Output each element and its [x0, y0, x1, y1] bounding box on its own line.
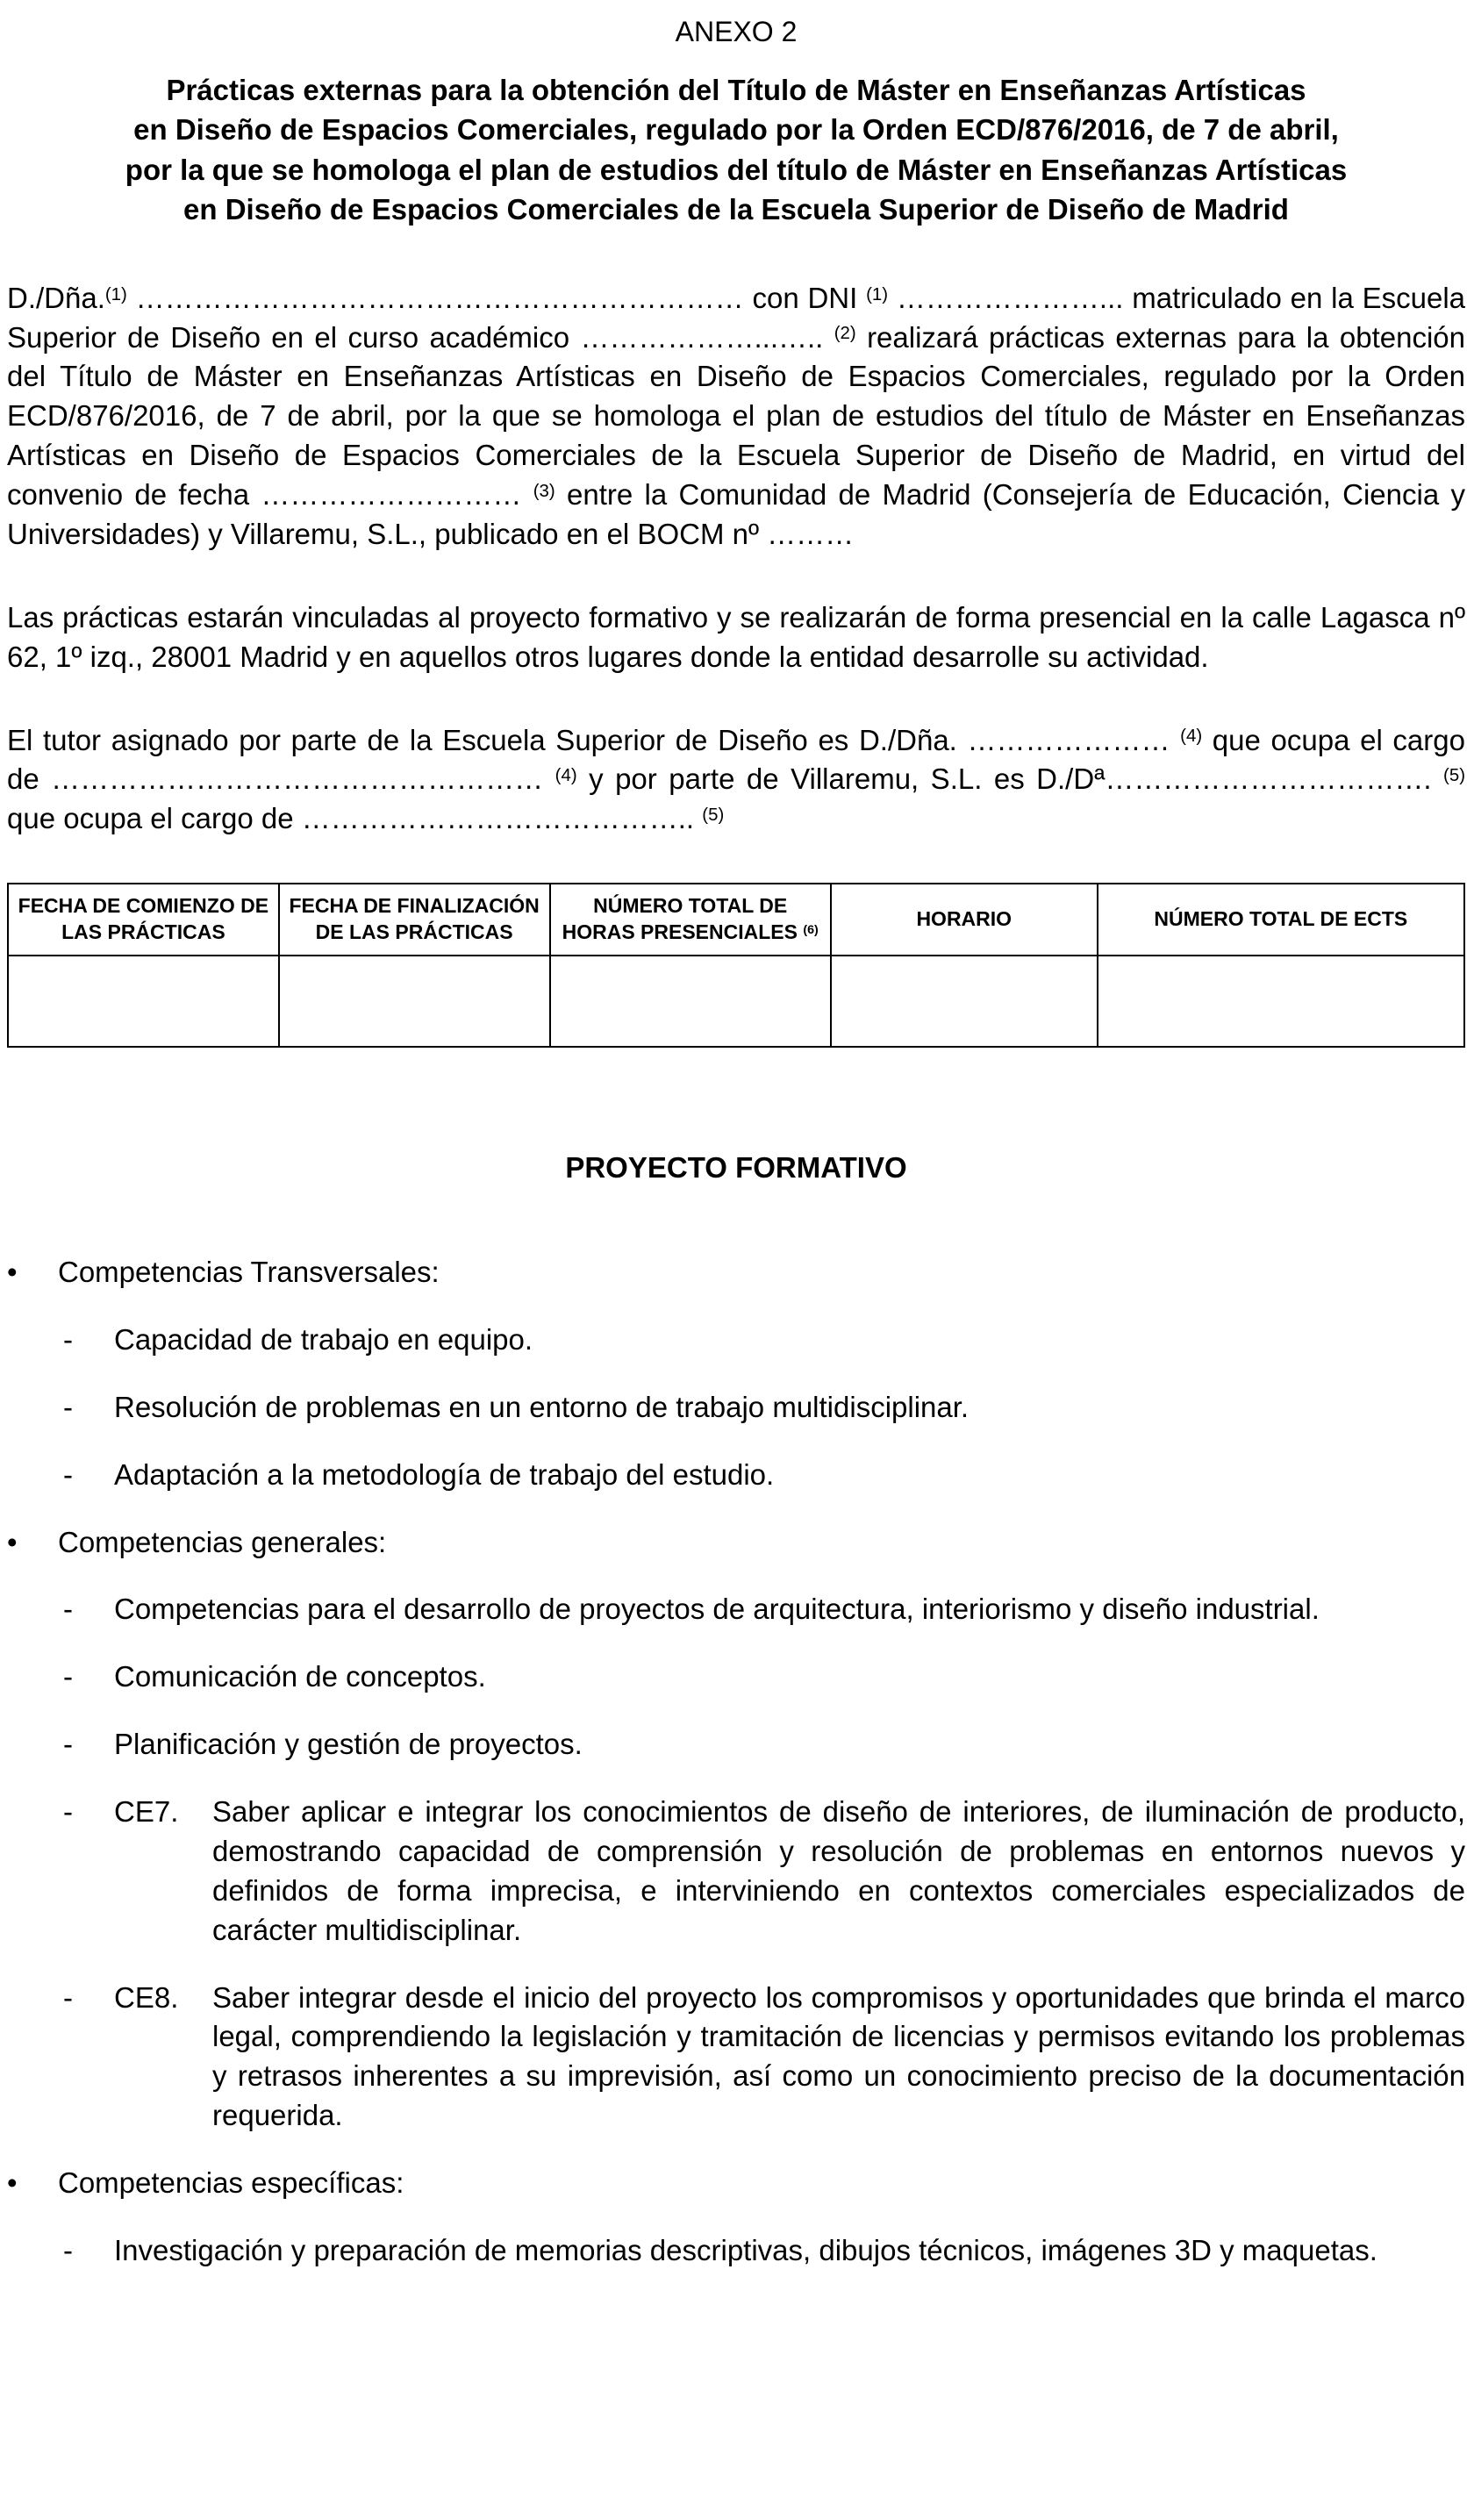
column-header-ects: NÚMERO TOTAL DE ECTS	[1098, 884, 1464, 956]
list-item-text: Planificación y gestión de proyectos.	[114, 1728, 583, 1761]
list-group-especificas	[7, 2164, 1465, 2203]
practices-table	[7, 883, 1465, 1048]
document-title-line: Prácticas externas para la obtención del Título de Máster en Enseñanzas Artísticas	[166, 73, 1306, 106]
empty-cell-ects	[1098, 956, 1464, 1047]
list-item-text: Saber integrar desde el inicio del proyecto los compromisos y oportunidades que brinda el marco legal, comprendiendo la legislación y tramitación de licencias y permisos evitando los problemas y retrasos inherentes a su imprevisión, así como un conocimiento preciso de la documentación requerida.	[212, 1980, 1465, 2132]
document-title	[7, 70, 1465, 230]
list-item	[63, 1725, 1465, 1765]
list-item	[63, 2231, 1465, 2271]
dash-marker: -	[63, 1660, 73, 1693]
empty-cell-horas-presenciales	[550, 956, 831, 1047]
dash-marker: -	[63, 1322, 73, 1356]
dash-marker: -	[63, 1390, 73, 1423]
list-item-text: Investigación y preparación de memorias descriptivas, dibujos técnicos, imágenes 3D y maquetas.	[114, 2233, 1377, 2266]
dash-marker: -	[63, 1457, 73, 1491]
list-item	[63, 1321, 1465, 1360]
list-item	[63, 1590, 1465, 1629]
dash-marker: -	[63, 1593, 73, 1626]
bullet-marker: •	[7, 2166, 18, 2199]
column-header-horas-presenciales: NÚMERO TOTAL DE HORAS PRESENCIALES $^{(6)}$	[550, 884, 831, 956]
section-title-proyecto-formativo: PROYECTO FORMATIVO	[565, 1151, 907, 1184]
list-item	[63, 1388, 1465, 1428]
document-title-line: en Diseño de Espacios Comerciales de la Escuela Superior de Diseño de Madrid	[183, 193, 1289, 226]
bullet-marker: •	[7, 1256, 18, 1288]
list-item-text: Adaptación a la metodología de trabajo del estudio.	[114, 1457, 775, 1491]
list-group-label: Competencias Transversales:	[58, 1256, 440, 1288]
column-header-horario: HORARIO	[831, 884, 1098, 956]
list-group-label: Competencias específicas:	[58, 2166, 404, 2199]
bullet-marker: •	[7, 1525, 18, 1558]
annex-label: ANEXO 2	[675, 16, 798, 47]
list-group-label: Competencias generales:	[58, 1525, 387, 1558]
list-item-ce7	[63, 1793, 1465, 1951]
table-empty-row	[8, 956, 1464, 1047]
column-header-fecha-comienzo: FECHA DE COMIENZO DE LAS PRÁCTICAS	[8, 884, 279, 956]
document-title-line: en Diseño de Espacios Comerciales, regulado por la Orden ECD/876/2016, de 7 de abril,	[133, 113, 1339, 147]
document-title-line: por la que se homologa el plan de estudios del título de Máster en Enseñanzas Artísticas	[125, 153, 1348, 186]
list-item	[63, 1657, 1465, 1697]
dash-marker: -	[63, 2233, 73, 2266]
empty-cell-horario	[831, 956, 1098, 1047]
list-group-transversales	[7, 1253, 1465, 1292]
paragraph-location: Las prácticas estarán vinculadas al proyecto formativo y se realizarán de forma presencial en la calle Lagasca nº 62, 1º izq., 28001 Madrid y en aquellos otros lugares donde la entidad desarrolle su actividad.	[7, 600, 1465, 673]
list-item-text: Resolución de problemas en un entorno de trabajo multidisciplinar.	[114, 1390, 970, 1423]
column-header-fecha-finalizacion: FECHA DE FINALIZACIÓN DE LAS PRÁCTICAS	[279, 884, 550, 956]
dash-marker: -	[63, 1728, 73, 1761]
list-item-ce8	[63, 1979, 1465, 2137]
table-header-row	[8, 884, 1464, 956]
list-item-text: Capacidad de trabajo en equipo.	[114, 1322, 533, 1356]
dash-marker: -	[63, 1980, 73, 2014]
paragraph-intro: D./Dña.$^{(1)}$ ……………………………………………………… con DNI $^{(1)}$ …………………... matriculado en la Escuela Superior de Diseño en el curso académico ………………...….. $^{(2)}$ realizará prácticas externas para la obtención del Título de Máster en Enseñanzas Artísticas en Diseño de Espacios Comerciales, regulado por la Orden ECD/876/2016, de 7 de abril, por la que se homologa el plan de estudios del título de Máster en Enseñanzas Artísticas en Diseño de Espacios Comerciales de la Escuela Superior de Diseño de Madrid, en virtud del convenio de fecha ……………………… $^{(3)}$ entre la Comunidad de Madrid (Consejería de Educación, Ciencia y Universidades) y Villaremu, S.L., publicado en el BOCM nº ………	[7, 281, 1466, 550]
list-item-text: Comunicación de conceptos.	[114, 1660, 486, 1693]
paragraph-tutors: El tutor asignado por parte de la Escuela Superior de Diseño es D./Dña. ………………… $^{(4)}$ que ocupa el cargo de …………………………………………… $^{(4)}$ y por parte de Villaremu, S.L. es D./Dª……………………………. $^{(5)}$ que ocupa el cargo de ………………………………….. $^{(5)}$	[7, 723, 1466, 835]
competence-code: CE7.	[114, 1795, 179, 1828]
empty-cell-fecha-finalizacion	[279, 956, 550, 1047]
proyecto-formativo-list	[7, 1253, 1465, 2271]
dash-marker: -	[63, 1795, 73, 1828]
competence-code: CE8.	[114, 1980, 179, 2014]
list-item-text: Saber aplicar e integrar los conocimientos de diseño de interiores, de iluminación de producto, demostrando capacidad de comprensión y resolución de problemas en entornos nuevos y definidos de forma imprecisa, e interviniendo en contextos comerciales especializados de carácter multidisciplinar.	[212, 1795, 1465, 1946]
list-item	[63, 1456, 1465, 1495]
empty-cell-fecha-comienzo	[8, 956, 279, 1047]
list-item-text: Competencias para el desarrollo de proyectos de arquitectura, interiorismo y diseño industrial.	[114, 1593, 1320, 1626]
list-group-generales	[7, 1523, 1465, 1563]
